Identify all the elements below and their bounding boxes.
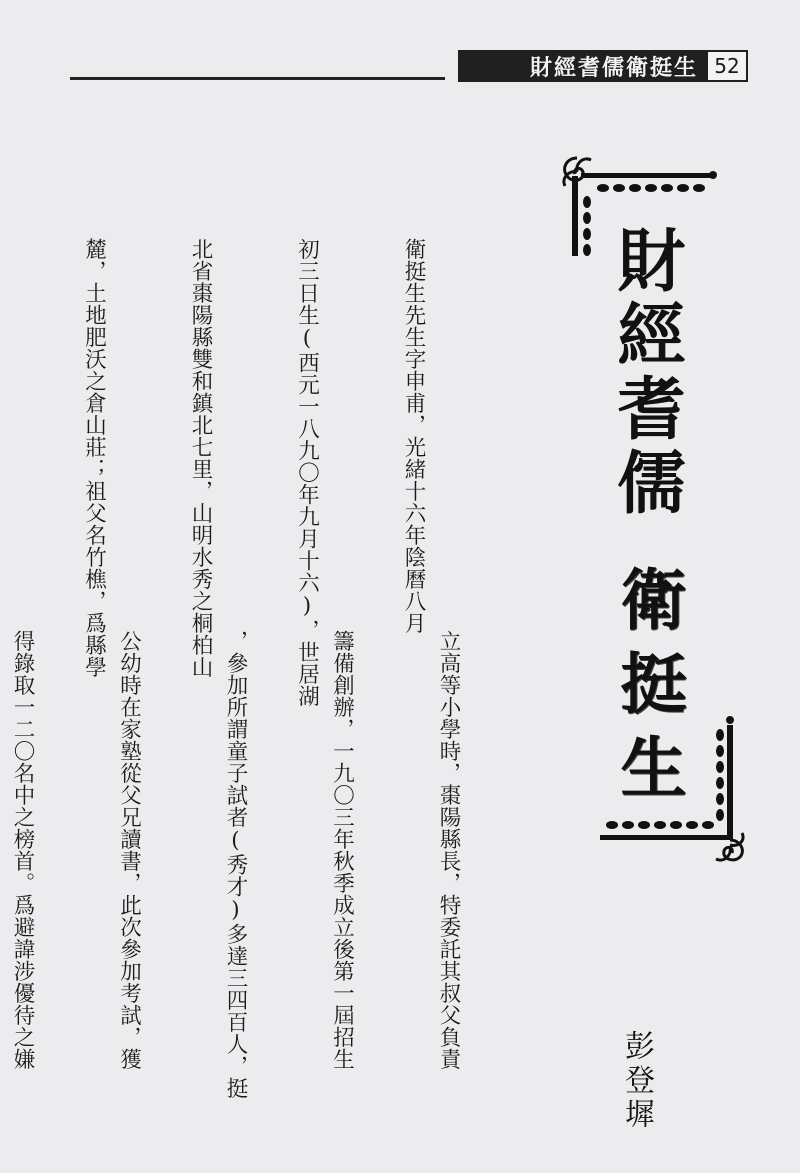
- text-column: 初三日生(西元一八九〇年九月十六)，世居湖: [294, 238, 320, 707]
- page-number: 52: [706, 50, 748, 82]
- body-text-top: [72, 238, 502, 707]
- text-column: 衛挺生先生字申甫，光緒十六年陰曆八月: [401, 238, 426, 634]
- text-column: 得錄取一二〇名中之榜首。爲避諱涉優待之嫌: [10, 630, 35, 1070]
- text-column: 立高等小學時，棗陽縣長，特委託其叔父負責: [436, 630, 461, 1070]
- article-subject-name: 衛挺生: [609, 565, 687, 817]
- text-column: 北省棗陽縣雙和鎮北七里，山明水秀之桐柏山: [188, 238, 213, 678]
- text-column: 籌備創辦，一九〇三年秋季成立後第一屆招生: [329, 630, 355, 1070]
- text-column: [0, 238, 5, 598]
- body-text-bottom: [10, 630, 537, 1130]
- text-column: 麓，土地肥沃之倉山莊；祖父名竹樵，爲縣學: [81, 238, 107, 678]
- header-rule: [70, 77, 445, 80]
- text-column: ，參加所謂童子試者(秀才)多達三四百人，挺: [223, 630, 248, 1099]
- running-title: 財經耆儒衛挺生: [458, 50, 706, 82]
- text-column: 公幼時在家塾從父兄讀書，此次參加考試，獲: [116, 630, 142, 1070]
- article-author: 彭登墀: [619, 1030, 654, 1132]
- article-title: 財經耆儒: [606, 225, 685, 521]
